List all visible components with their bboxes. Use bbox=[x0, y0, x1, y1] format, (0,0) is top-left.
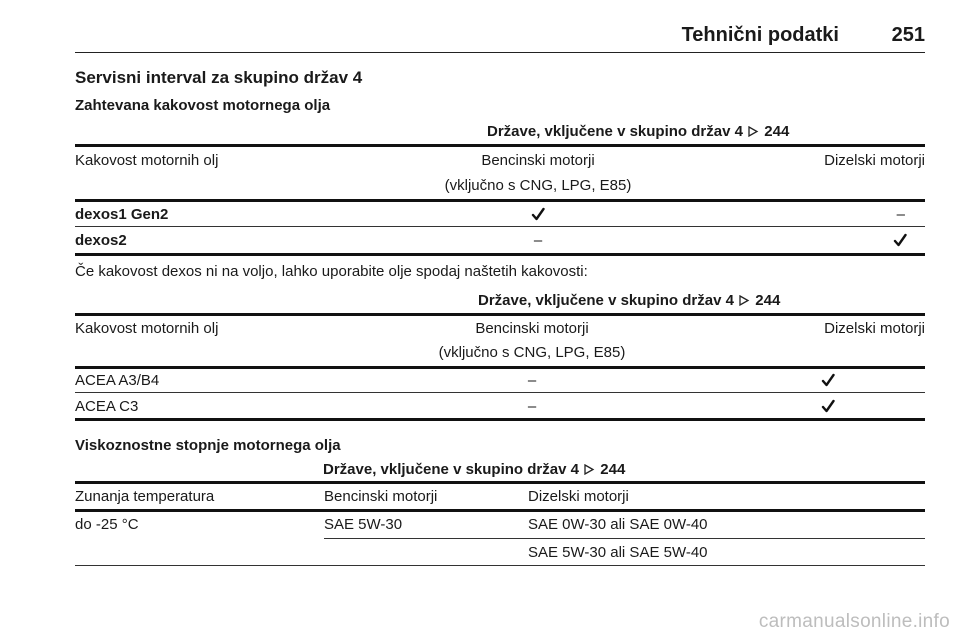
watermark: carmanualsonline.info bbox=[758, 611, 950, 632]
table-cell-temperature: do -25 °C bbox=[75, 516, 139, 533]
column-header: Bencinski motorji bbox=[481, 152, 595, 169]
column-header: Dizelski motorji bbox=[824, 152, 925, 169]
table-cell-quality: ACEA A3/B4 bbox=[75, 372, 160, 389]
table-cell-petrol: – bbox=[533, 232, 543, 249]
viscosity-caption-ref: 244 bbox=[600, 461, 626, 478]
table-rule bbox=[75, 509, 925, 512]
column-header: Dizelski motorji bbox=[824, 320, 925, 337]
table-cell-diesel bbox=[893, 232, 907, 249]
check-icon bbox=[821, 399, 835, 413]
viscosity-table bbox=[75, 459, 925, 569]
table-cell-petrol bbox=[531, 206, 545, 223]
check-icon bbox=[531, 207, 545, 221]
table-cell-diesel: – bbox=[896, 206, 905, 223]
oil-quality-subtitle: Zahtevana kakovost motornega olja bbox=[75, 97, 331, 114]
column-header: Zunanja temperatura bbox=[75, 488, 215, 505]
alt-quality-caption-ref: 244 bbox=[755, 292, 781, 309]
column-header: Bencinski motorji bbox=[324, 488, 438, 505]
table-rule bbox=[324, 538, 925, 539]
arrow-reference-icon bbox=[739, 295, 750, 306]
arrow-reference-icon bbox=[748, 126, 759, 137]
table-rule bbox=[75, 418, 925, 421]
oil-quality-caption: Države, vključene v skupino držav 4 244 bbox=[487, 123, 790, 140]
column-header-note: (vključno s CNG, LPG, E85) bbox=[438, 344, 626, 361]
alt-quality-caption: Države, vključene v skupino držav 4 244 bbox=[478, 292, 781, 309]
table-rule bbox=[75, 366, 925, 369]
alt-quality-table bbox=[75, 290, 925, 425]
table-cell-quality: dexos2 bbox=[75, 232, 127, 249]
viscosity-subtitle: Viskoznostne stopnje motornega olja bbox=[75, 437, 341, 454]
check-icon bbox=[821, 373, 835, 387]
table-rule bbox=[75, 313, 925, 316]
table-rule bbox=[75, 481, 925, 484]
column-header: Dizelski motorji bbox=[528, 488, 629, 505]
table-cell-diesel bbox=[821, 398, 835, 415]
oil-quality-caption-ref: 244 bbox=[764, 123, 790, 140]
table-cell-petrol: SAE 5W-30 bbox=[324, 516, 403, 533]
page-number: 251 bbox=[891, 24, 925, 46]
column-header-note: (vključno s CNG, LPG, E85) bbox=[444, 177, 632, 194]
table-rule bbox=[75, 392, 925, 393]
table-rule bbox=[75, 199, 925, 202]
column-header: Kakovost motornih olj bbox=[75, 152, 219, 169]
table-cell-diesel: SAE 5W-30 ali SAE 5W-40 bbox=[528, 544, 708, 561]
table-rule bbox=[75, 226, 925, 227]
arrow-reference-icon bbox=[584, 464, 595, 475]
column-header: Bencinski motorji bbox=[475, 320, 589, 337]
check-icon bbox=[893, 233, 907, 247]
table-cell-petrol: – bbox=[527, 372, 537, 389]
column-header: Kakovost motornih olj bbox=[75, 320, 219, 337]
viscosity-caption: Države, vključene v skupino držav 4 244 bbox=[323, 461, 626, 478]
section-title: Servisni interval za skupino držav 4 bbox=[75, 68, 363, 87]
oil-quality-table bbox=[75, 120, 925, 260]
table-rule bbox=[75, 253, 925, 256]
table-cell-quality: dexos1 Gen2 bbox=[75, 206, 169, 223]
page-header-title: Tehnični podatki bbox=[681, 24, 839, 46]
alternative-note: Če kakovost dexos ni na voljo, lahko uporabite olje spodaj naštetih kakovosti: bbox=[75, 263, 588, 280]
table-rule bbox=[75, 565, 925, 566]
table-rule bbox=[75, 144, 925, 147]
table-cell-quality: ACEA C3 bbox=[75, 398, 139, 415]
table-cell-petrol: – bbox=[527, 398, 537, 415]
page-header bbox=[75, 0, 925, 53]
table-cell-diesel bbox=[821, 372, 835, 389]
table-cell-diesel: SAE 0W-30 ali SAE 0W-40 bbox=[528, 516, 708, 533]
